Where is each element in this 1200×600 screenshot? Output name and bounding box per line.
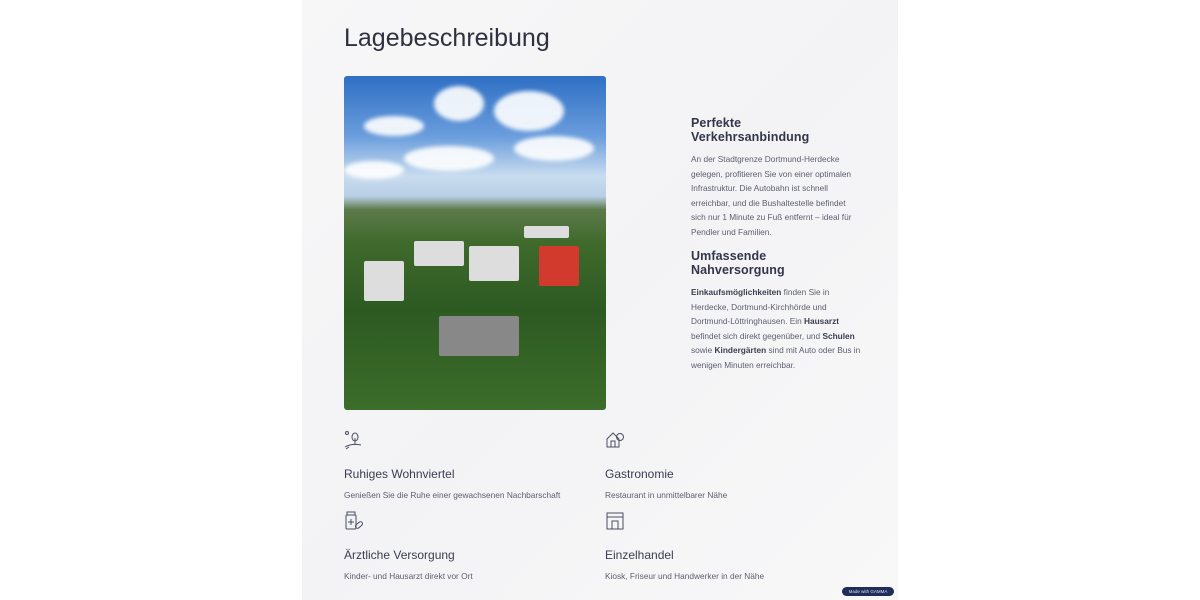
park-icon — [344, 430, 364, 450]
section-heading: Umfassende Nahversorgung — [691, 249, 785, 277]
restaurant-icon — [605, 430, 625, 450]
feature-text: Kinder- und Hausarzt direkt vor Ort — [344, 571, 473, 581]
feature-text: Genießen Sie die Ruhe einer gewachsenen Nachbarschaft — [344, 490, 561, 500]
feature-title: Ruhiges Wohnviertel — [344, 467, 455, 481]
feature-title: Gastronomie — [605, 467, 674, 481]
page-title: Lagebeschreibung — [344, 24, 550, 52]
store-icon — [605, 511, 625, 531]
section-text: An der Stadtgrenze Dortmund-Herdecke gelegen, profitieren Sie von einer optimalen Infrastruktur. Die Autobahn ist schnell erreichbar, und die Bushaltestelle befindet sich nur 1 Minute zu Fuß entfernt – ideal für Pendler und Familien. — [691, 154, 852, 237]
feature-title: Ärztliche Versorgung — [344, 548, 455, 562]
text-column — [691, 116, 861, 382]
section-text: Einkaufsmöglichkeiten finden Sie in Herdecke, Dortmund-Kirchhörde und Dortmund-Löttringhausen. Ein Hausarzt befindet sich direkt gegenüber, und Schulen sowie Kindergärten sind mit Auto oder Bus in wenigen Minuten erreichbar. — [691, 287, 861, 370]
section-heading: Perfekte Verkehrsanbindung — [691, 116, 810, 144]
feature-title: Einzelhandel — [605, 548, 674, 562]
medicine-icon — [344, 511, 364, 531]
feature-text: Restaurant in unmittelbarer Nähe — [605, 490, 728, 500]
feature-card — [344, 511, 594, 581]
feature-card — [605, 511, 855, 581]
feature-text: Kiosk, Friseur und Handwerker in der Nähe — [605, 571, 765, 581]
feature-card — [344, 430, 594, 500]
made-with-badge[interactable]: Made with GAMMA — [842, 587, 894, 596]
slide — [302, 0, 898, 600]
feature-card — [605, 430, 855, 500]
aerial-photo — [344, 76, 606, 410]
